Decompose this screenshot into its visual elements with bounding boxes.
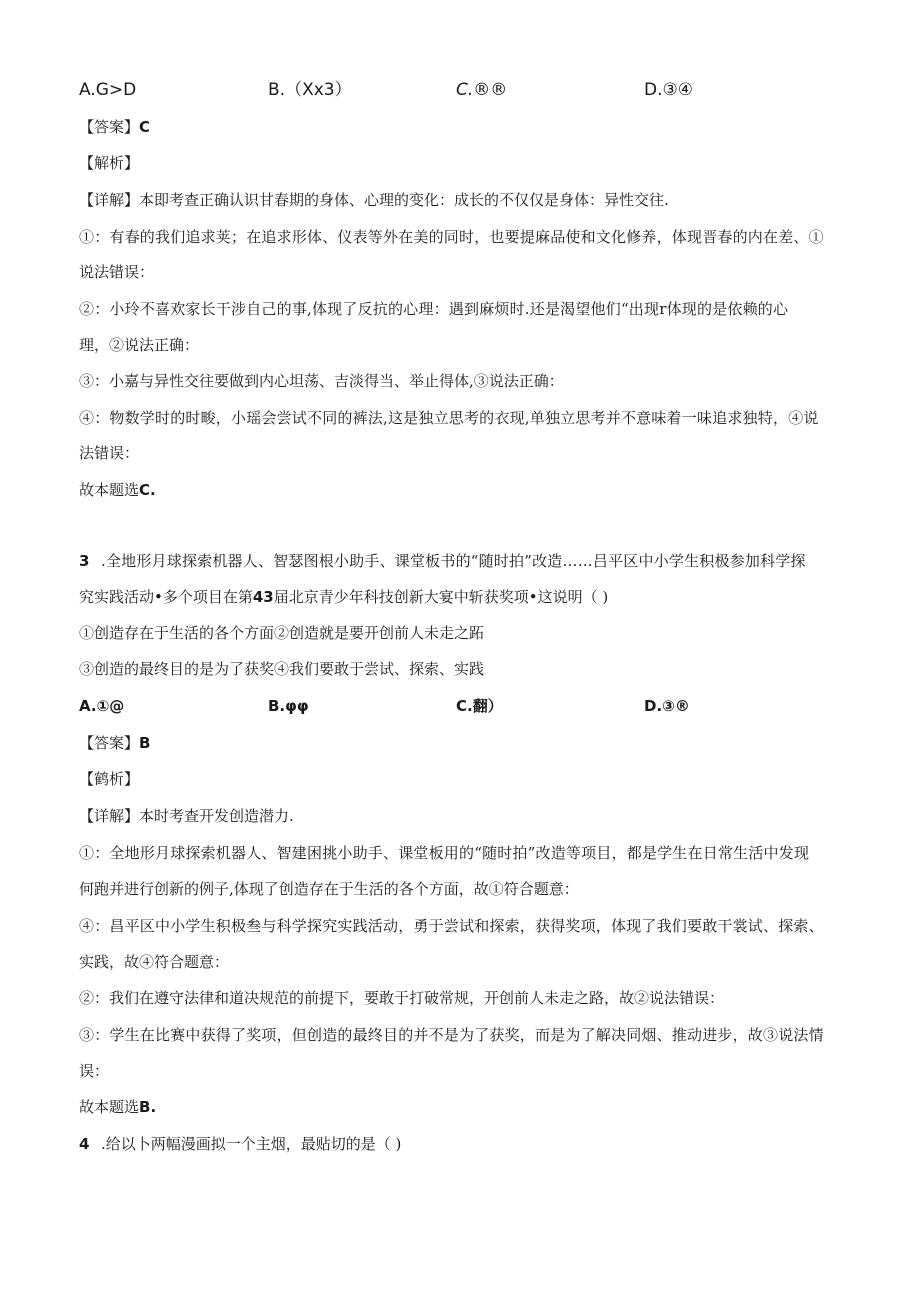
- q3-stem-line2-num: 43: [252, 588, 274, 606]
- q3-conclusion: [79, 1097, 860, 1117]
- q3-conclusion-text: 故本题选: [79, 1098, 140, 1116]
- q3-explanation-line: ②：我们在遵守法律和道决规范的前提下，要敢于打破常规，开创前人未走之路，故②说法错误：: [79, 989, 725, 1007]
- q2-explanation-line: ③：小嘉与异性交往要做到内心坦荡、吉淡得当、举止得体,③说法正确：: [79, 372, 564, 390]
- q3-answer-label: 【答案】: [79, 734, 140, 752]
- q3-choice-line: ①创造存在于生活的各个方面②创造就是要开创前人未走之跖: [79, 624, 485, 642]
- q2-option-a: A.G>D: [79, 80, 137, 100]
- q4-number: 4: [79, 1135, 90, 1153]
- q3-explanation-line: 实践，故④符合题意：: [79, 953, 230, 971]
- q2-explanation-line: 理，②说法正确：: [79, 336, 200, 354]
- q2-option-c: C.®®: [456, 80, 508, 100]
- q2-explanation-line: 说法错误：: [79, 263, 155, 281]
- q2-detail: [79, 190, 860, 210]
- q3-answer-value: B: [139, 734, 151, 752]
- q2-conclusion-value: C.: [139, 481, 156, 499]
- q3-number: 3: [79, 552, 90, 570]
- q2-option-d: D.③④: [644, 80, 693, 100]
- q3-stem-line2-a: 究实践活动•多个项目在第: [79, 588, 253, 606]
- q3-conclusion-value: B.: [139, 1098, 157, 1116]
- q3-option-d: D.③®: [644, 697, 690, 715]
- q4-stem-text: .给以卜两幅漫画拟一个主烟，最贴切的是（ ): [101, 1135, 402, 1153]
- q3-stem-line1: .全地形月球探索机器人、智瑟图根小助手、课堂板书的“随时拍”改造……吕平区中小学生积极参加科学探: [101, 552, 806, 570]
- q2-explanation-line: ①：有春的我们追求荚；在追求形体、仪表等外在美的同时，也要提麻品使和文化修养，体现晋春的内在差、①: [79, 228, 824, 246]
- q3-option-b: B.φφ: [268, 697, 309, 715]
- q2-detail-label: 【详解】: [79, 191, 140, 209]
- q2-analysis-label: 【解析】: [79, 154, 140, 172]
- q3-stem: [79, 551, 860, 571]
- q2-answer-label: 【答案】: [79, 118, 140, 136]
- q3-analysis-label: 【鹤析】: [79, 770, 140, 788]
- q3-choice-line: ③创造的最终目的是为了获奖④我们要敢于尝试、探索、实践: [79, 660, 485, 678]
- q2-option-b: B.（Xx3）: [268, 80, 352, 100]
- q4-stem: [79, 1134, 860, 1154]
- q3-stem-line2-b: 届北京青少年科技创新大宴中斩获奖项•这说明（ ): [273, 588, 609, 606]
- q3-stem-line2: [79, 587, 860, 607]
- q2-answer: [79, 117, 860, 137]
- q2-conclusion: [79, 480, 860, 500]
- q2-answer-value: C: [139, 118, 151, 136]
- q3-explanation-line: ③：学生在比赛中获得了奖项，但创造的最终目的并不是为了获奖，而是为了解决同烟、推动进步，故③说法情: [79, 1026, 824, 1044]
- q3-explanation-line: ④：昌平区中小学生积极叁与科学探究实践活动，勇于尝试和探索，获得奖项，体现了我们要敢干裳试、探索、: [79, 917, 824, 935]
- q2-explanation-line: ②：小玲不喜欢家长干涉自己的事,体现了反抗的心理：遇到麻烦时.还是渴望他们“出现r体现的是依赖的心: [79, 300, 789, 318]
- q2-detail-text: 本即考查正确认识甘春期的身体、心理的变化：成长的不仅仅是身体：异性交往.: [139, 191, 669, 209]
- q2-conclusion-text: 故本题选: [79, 481, 140, 499]
- q2-explanation-line: ④：物数学时的时畯，小瑶会尝试不同的裤法,这是独立思考的衣现,单独立思考并不意味着一味追求独特，④说: [79, 409, 819, 427]
- q3-detail-text: 本时考查开发创造潜力.: [139, 807, 294, 825]
- q3-explanation-line: ①：全地形月球探索机器人、智建困挑小助手、课堂板用的“随时拍”改造等项目，都是学生在日常生活中发现: [79, 844, 810, 862]
- q3-answer: [79, 733, 860, 753]
- q3-detail-label: 【详解】: [79, 807, 140, 825]
- q3-detail: [79, 806, 860, 826]
- q2-explanation-line: 法错误：: [79, 444, 140, 462]
- q3-option-c: C.翻）: [456, 697, 503, 715]
- q3-explanation-line: 何跑并进行创新的例子,体现了创造存在于生活的各个方面，故①符合题意：: [79, 880, 579, 898]
- q3-option-a: A.①@: [79, 697, 125, 715]
- q3-explanation-line: 误：: [79, 1062, 110, 1080]
